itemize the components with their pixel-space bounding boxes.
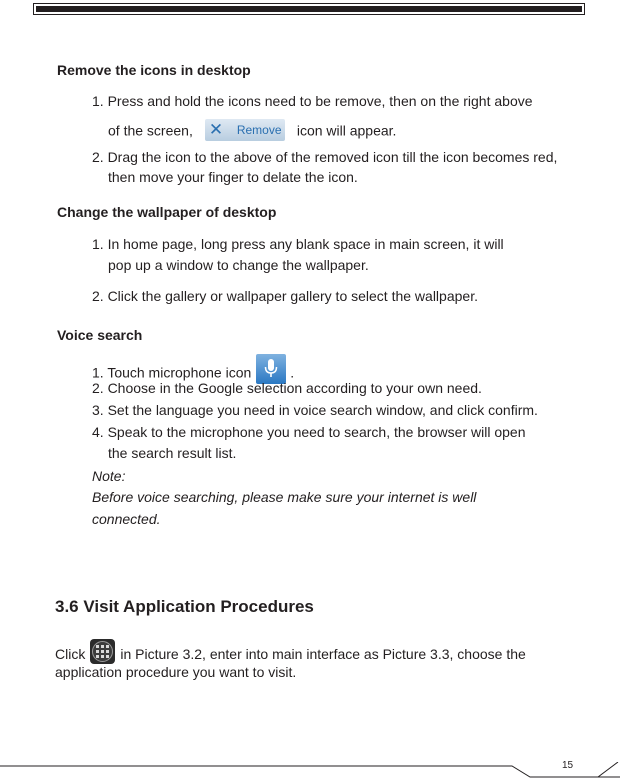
- remove-step2-line2: then move your finger to delate the icon.: [108, 169, 358, 185]
- remove-button-label: Remove: [236, 123, 282, 137]
- app-launcher-icon: [90, 639, 115, 664]
- visit-app-post: in Picture 3.2, enter into main interface as Picture 3.3, choose the: [120, 646, 526, 663]
- close-x-icon: ✕: [208, 120, 224, 139]
- voice-step1-pre: 1. Touch microphone icon: [92, 364, 252, 381]
- note-line2: connected.: [92, 511, 161, 527]
- heading-voice-search: Voice search: [57, 327, 143, 343]
- remove-step1-pre: of the screen,: [108, 122, 193, 139]
- heading-remove-icons: Remove the icons in desktop: [57, 62, 251, 78]
- remove-step1-line2: [108, 121, 396, 143]
- visit-app-pre: Click: [55, 646, 86, 663]
- remove-button-illustration: [205, 119, 285, 141]
- voice-step2: 2. Choose in the Google selection according to your own need.: [92, 380, 482, 396]
- heading-visit-application: 3.6 Visit Application Procedures: [55, 597, 314, 616]
- note-line1: Before voice searching, please make sure your internet is well: [92, 489, 477, 505]
- wallpaper-step1-line1: 1. In home page, long press any blank space in main screen, it will: [92, 236, 504, 252]
- footer-rule: [0, 762, 620, 782]
- wallpaper-step1-line2: pop up a window to change the wallpaper.: [108, 257, 369, 273]
- voice-step3: 3. Set the language you need in voice search window, and click confirm.: [92, 402, 538, 418]
- visit-app-line2: application procedure you want to visit.: [55, 664, 297, 680]
- remove-step1-line1: 1. Press and hold the icons need to be remove, then on the right above: [92, 93, 533, 109]
- note-label: Note:: [92, 468, 126, 484]
- page-number: 15: [562, 760, 574, 771]
- top-rule: [33, 3, 585, 15]
- heading-wallpaper: Change the wallpaper of desktop: [57, 204, 277, 220]
- remove-step1-post: icon will appear.: [296, 122, 397, 139]
- voice-step4-line1: 4. Speak to the microphone you need to search, the browser will open: [92, 424, 526, 440]
- remove-step2-line1: 2. Drag the icon to the above of the removed icon till the icon becomes red,: [92, 149, 558, 165]
- voice-step1-post: .: [290, 364, 295, 381]
- wallpaper-step2: 2. Click the gallery or wallpaper gallery to select the wallpaper.: [92, 288, 478, 304]
- voice-step4-line2: the search result list.: [108, 445, 237, 461]
